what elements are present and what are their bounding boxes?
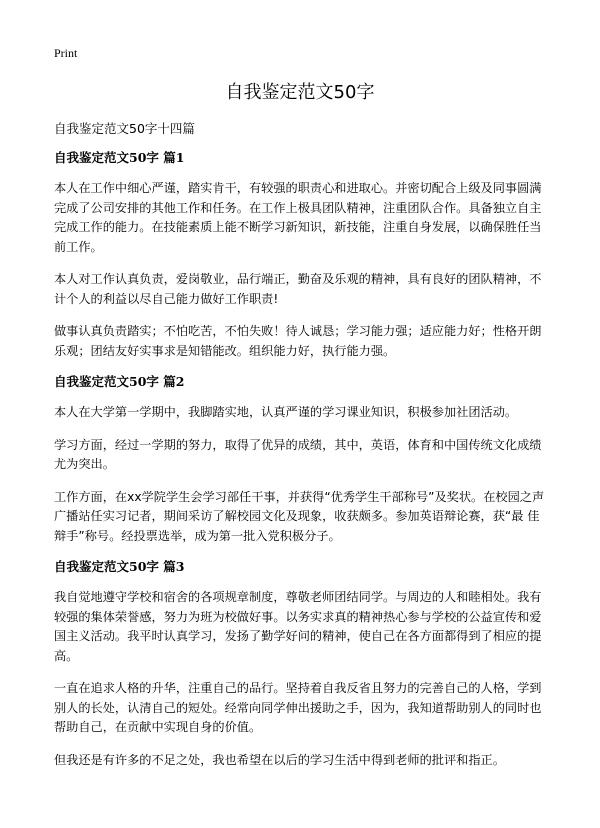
section-heading: 自我鉴定范文50字 篇3 xyxy=(54,559,185,574)
section-2 xyxy=(54,374,550,546)
section-heading: 自我鉴定范文50字 篇1 xyxy=(54,150,185,165)
paragraph: 学习方面，经过一学期的努力，取得了优异的成绩，其中，英语，体育和中国传统文化成绩尤为突出。 xyxy=(54,437,542,471)
paragraph: 本人对工作认真负责，爱岗敬业，品行端正，勤奋及乐观的精神，具有良好的团队精神，不计个人的利益以尽自己能力做好工作职责! xyxy=(54,272,542,306)
print-link[interactable]: Print xyxy=(54,46,78,60)
section-heading: 自我鉴定范文50字 篇2 xyxy=(54,374,185,389)
paragraph: 本人在工作中细心严谨，踏实肯干，有较强的职责心和进取心。并密切配合上级及同事圆满完成了公司安排的其他工作和任务。在工作上极具团队精神，注重团队合作。具备独立自主完成工作的能力。在技能素质上能不断学习新知识，新技能，注重自身发展，以确保胜任当前工作。 xyxy=(54,181,542,254)
paragraph: 本人在大学第一学期中，我脚踏实地，认真严谨的学习课业知识，积极参加社团活动。 xyxy=(54,405,518,419)
paragraph: 工作方面，在xx学院学生会学习部任干事，并获得“优秀学生干部称号”及奖状。在校园之声广播站任实习记者，期间采访了解校园文化及现象，收获颇多。参加英语辩论赛，获“最 佳辩手”称号。经投票选举，成为第一批入党积极分子。 xyxy=(54,489,545,543)
section-1 xyxy=(54,150,550,361)
paragraph: 但我还是有许多的不足之处，我也希望在以后的学习生活中得到老师的批评和指正。 xyxy=(54,752,505,767)
document-subtitle: 自我鉴定范文50字十四篇 xyxy=(54,121,195,136)
paragraph: 做事认真负责踏实；不怕吃苦，不怕失败！待人诚恳；学习能力强；适应能力好；性格开朗乐观；团结友好实事求是知错能改。组织能力好，执行能力强。 xyxy=(54,324,542,358)
paragraph: 我自觉地遵守学校和宿舍的各项规章制度，尊敬老师团结同学。与周边的人和睦相处。我有较强的集体荣誉感，努力为班为校做好事。以务实求真的精神热心参与学校的公益宣传和爱国主义活动。我平时认真学习，发扬了勤学好问的精神，使自己在各方面都得到了相应的提高。 xyxy=(54,590,542,663)
document-body xyxy=(54,150,550,783)
page-title: 自我鉴定范文50字 xyxy=(225,82,375,103)
section-3 xyxy=(54,559,550,770)
paragraph: 一直在追求人格的升华，注重自己的品行。坚持着自我反省且努力的完善自己的人格，学到别人的长处，认清自己的短处。经常向同学伸出援助之手，因为，我知道帮助别人的同时也帮助自己，在贡献中实现自身的价值。 xyxy=(54,681,542,734)
